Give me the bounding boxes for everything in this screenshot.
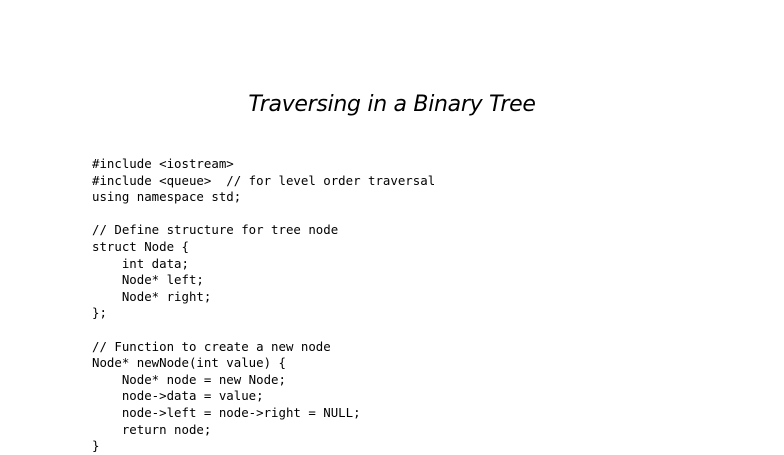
code-line: Node* right; [92, 288, 212, 304]
code-line [92, 206, 435, 223]
code-line: Node* newNode(int value) { [92, 355, 286, 371]
code-line [92, 322, 435, 339]
code-line: using namespace std; [92, 189, 242, 205]
code-line: // Function to create a new node [92, 338, 331, 354]
code-line: Node* node = new Node; [92, 371, 286, 387]
code-line: // Define structure for tree node [92, 222, 339, 238]
code-line: struct Node { [92, 238, 189, 254]
code-line: int data; [92, 255, 189, 271]
code-line: #include <iostream> [92, 156, 234, 171]
code-line: #include <queue> // for level order traversal [92, 172, 436, 188]
code-line: } [92, 438, 100, 454]
code-line: }; [92, 305, 107, 321]
code-line: node->data = value; [92, 388, 264, 404]
slide-title: Traversing in a Binary Tree [248, 92, 536, 117]
code-line: return node; [92, 421, 212, 437]
code-block [92, 156, 435, 455]
code-line: node->left = node->right = NULL; [92, 404, 361, 420]
code-line: Node* left; [92, 272, 204, 288]
